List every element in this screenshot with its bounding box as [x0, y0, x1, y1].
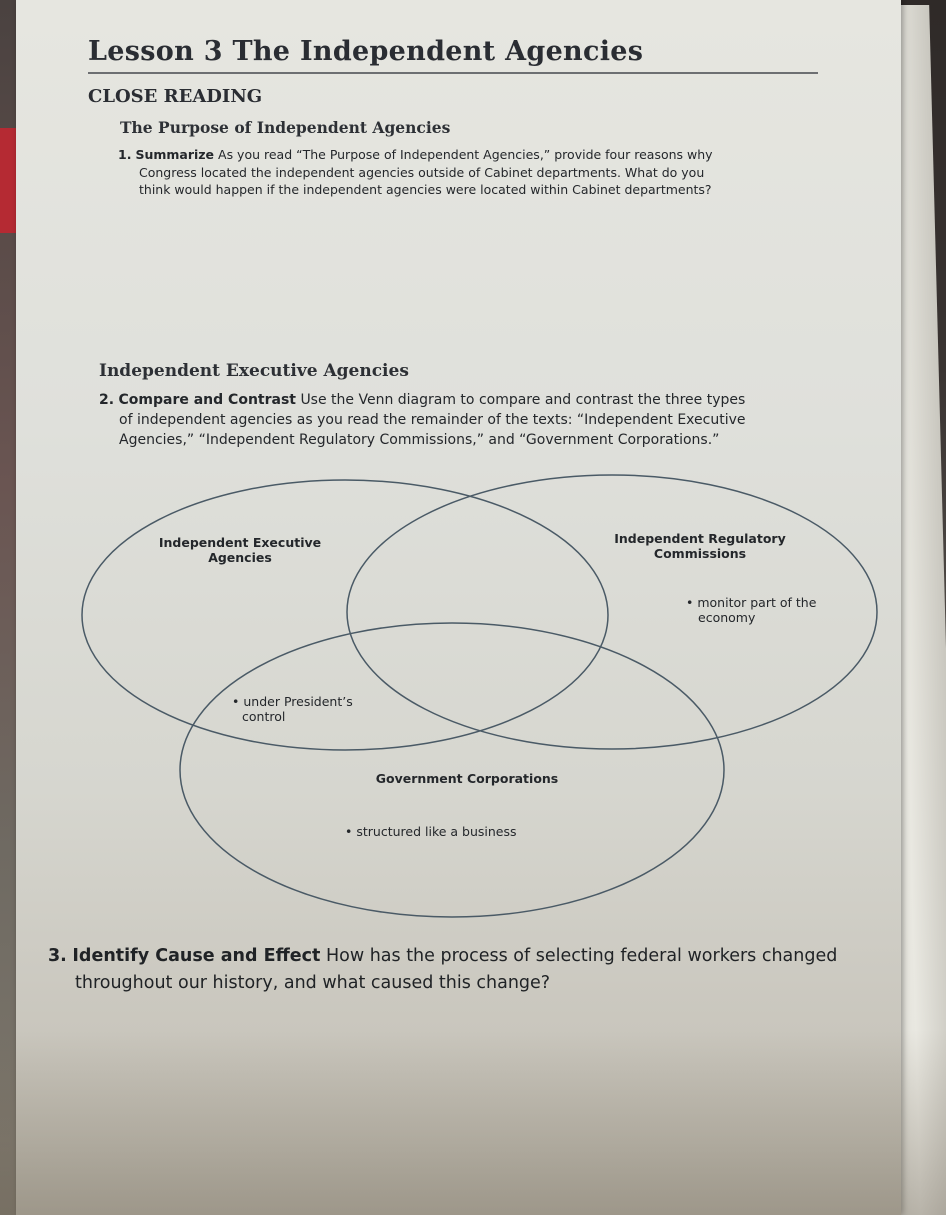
venn-left-title: [150, 535, 330, 565]
question-2-line-3: Agencies,” “Independent Regulatory Commissions,” and “Government Corporations.”: [119, 432, 720, 448]
section-heading: CLOSE READING: [88, 86, 263, 107]
venn-right-bullet-line-1: [686, 595, 816, 610]
venn-right-title-line-2: Commissions: [653, 546, 747, 561]
question-3-text-1: How has the process of selecting federal workers changed: [325, 946, 838, 966]
venn-bottom-bullet: [345, 824, 517, 839]
venn-left-bullet-line-2: control: [242, 709, 286, 724]
question-2-line-2: of independent agencies as you read the remainder of the texts: “Independent Executive: [119, 412, 746, 428]
question-1-line-3: think would happen if the independent agencies were located within Cabinet departments?: [139, 182, 712, 197]
venn-left-title-line-1: Independent Executive: [158, 535, 322, 550]
venn-left-bullet: [232, 694, 353, 724]
bullet-icon: •: [345, 824, 353, 839]
question-2-skill: Compare and Contrast: [118, 392, 296, 408]
question-1-text-1: As you read “The Purpose of Independent Agencies,” provide four reasons why: [218, 147, 713, 162]
lesson-title: Lesson 3 The Independent Agencies: [88, 36, 644, 67]
venn-circle-corporations: [180, 623, 724, 917]
executive-heading: Independent Executive Agencies: [99, 361, 409, 381]
bullet-icon: •: [232, 694, 240, 709]
question-3-line-2: throughout our history, and what caused this change?: [75, 973, 551, 993]
question-3-line-1: [48, 946, 837, 966]
venn-right-bullet-text-1: monitor part of the: [697, 595, 817, 610]
bullet-icon: •: [686, 595, 694, 610]
venn-right-title: [600, 531, 800, 561]
question-1-skill: Summarize: [135, 147, 215, 162]
photo-shadow: [0, 1030, 946, 1215]
venn-right-title-line-1: Independent Regulatory: [614, 531, 786, 546]
venn-right-bullet: [686, 595, 816, 625]
venn-bottom-title: Government Corporations: [375, 771, 559, 786]
venn-bottom-bullet-text: structured like a business: [356, 824, 517, 839]
question-1-line-2: Congress located the independent agencies outside of Cabinet departments. What do you: [139, 165, 705, 180]
purpose-heading: The Purpose of Independent Agencies: [120, 118, 451, 137]
question-2-text-1: Use the Venn diagram to compare and contrast the three types: [300, 392, 746, 408]
question-3-skill: Identify Cause and Effect: [72, 946, 321, 966]
question-3-number: 3.: [48, 946, 67, 966]
venn-left-bullet-text-1: under President’s: [243, 694, 353, 709]
question-2-number: 2.: [99, 392, 115, 408]
venn-left-bullet-line-1: [232, 694, 353, 709]
venn-left-title-line-2: Agencies: [208, 550, 272, 565]
question-1-number: 1.: [118, 147, 132, 162]
venn-right-bullet-line-2: economy: [698, 610, 756, 625]
